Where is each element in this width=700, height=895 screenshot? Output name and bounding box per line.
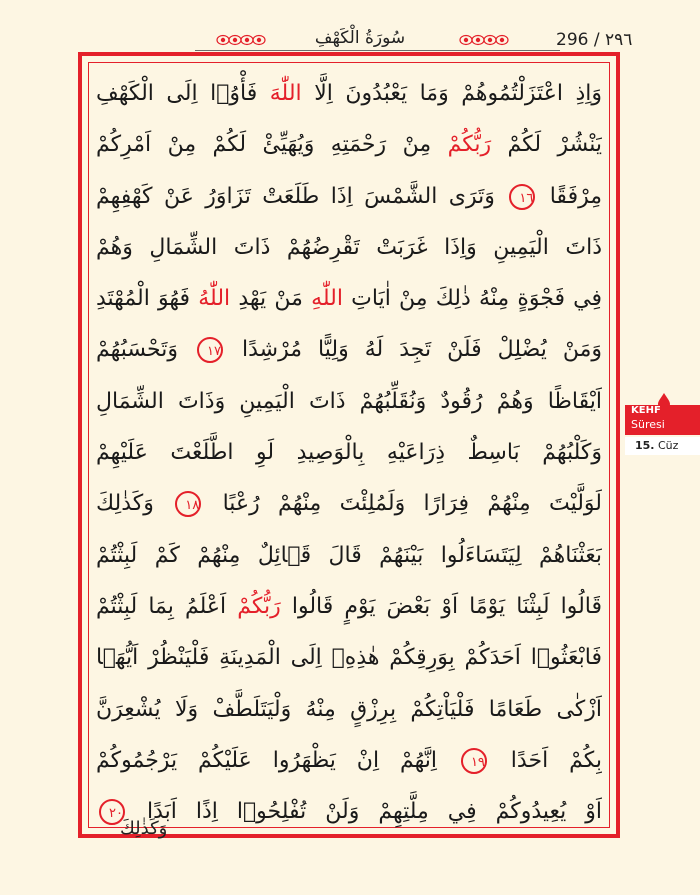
divine-name-text: رَبُّكُمْ	[447, 132, 492, 158]
divine-name-text: اللّٰهُ	[198, 286, 231, 312]
verse-text: اَيْقَاظًا وَهُمْ رُقُودٌ وَنُقَلِّبُهُمْ ذَاتَ الْيَمِينِ وَذَاتَ الشِّمَالِ	[96, 388, 602, 414]
verse-text: قَالُوا لَبِثْنَا يَوْمًا اَوْ بَعْضَ يَوْمٍ قَالُوا	[280, 593, 602, 619]
verse-text-block	[96, 68, 602, 826]
verse-text: لَوَلَّيْتَ مِنْهُمْ فِرَارًا وَلَمُلِئْتَ مِنْهُمْ رُعْبًا	[204, 491, 602, 517]
verse-text: ذَاتَ الْيَمِينِ وَاِذَا غَرَبَتْ تَقْرِضُهُمْ ذَاتَ الشِّمَالِ وَهُمْ	[96, 234, 602, 260]
verse-line	[96, 632, 602, 683]
verse-text: مِنْ رَحْمَتِهِ وَيُهَيِّئْ لَكُمْ مِنْ اَمْرِكُمْ	[96, 132, 448, 158]
ayah-number-marker: ١٦	[509, 184, 535, 210]
verse-text: وَكَلْبُهُمْ بَاسِطٌ ذِرَاعَيْهِ بِالْوَصِيدِ لَوِ اطَّلَعْتَ عَلَيْهِمْ	[96, 440, 602, 466]
verse-line	[96, 530, 602, 581]
surah-title: سُورَةُ الْكَهْفِ	[314, 28, 406, 48]
verse-line	[96, 222, 602, 273]
divine-name-text: رَبُّكُمْ	[237, 593, 281, 619]
verse-text: فَابْعَثُوۤا اَحَدَكُمْ بِوَرِقِكُمْ هٰذِهِۤ اِلَى الْمَدِينَةِ فَلْيَنْظُرْ اَيُّهَۤا	[96, 645, 602, 671]
ayah-number-marker: ١٨	[175, 491, 201, 517]
divine-name-text: اللّٰهَ	[269, 81, 302, 106]
verse-line	[96, 684, 602, 735]
juz-label	[625, 437, 700, 455]
verse-text: وَتَحْسَبُهُمْ	[96, 337, 195, 363]
surah-juz-tab	[625, 393, 700, 458]
surah-name: KEHF	[631, 405, 661, 416]
verse-text: اَعْلَمُ بِمَا لَبِثْتُمْ	[96, 593, 238, 619]
verse-line	[96, 171, 602, 222]
verse-line	[96, 581, 602, 632]
verse-line	[96, 68, 602, 119]
verse-text: وَاِذِ اعْتَزَلْتُمُوهُمْ وَمَا يَعْبُدُونَ اِلَّا	[301, 81, 602, 106]
ayah-number-marker: ١٩	[461, 748, 487, 774]
verse-line	[96, 273, 602, 324]
verse-line	[96, 427, 602, 478]
verse-text: اَزْكٰى طَعَامًا فَلْيَاْتِكُمْ بِرِزْقٍ مِنْهُ وَلْيَتَلَطَّفْ وَلَا يُشْعِرَنَّ	[96, 696, 602, 722]
verse-text: فَأْوُۤا اِلَى الْكَهْفِ	[96, 81, 270, 106]
page-number: 296 / ٢٩٦	[556, 30, 633, 50]
verse-text: مَنْ يَهْدِ	[230, 286, 312, 312]
verse-text: وَتَرَى الشَّمْسَ اِذَا طَلَعَتْ تَزَاوَرُ عَنْ كَهْفِهِمْ	[96, 183, 507, 209]
verse-text: اَوْ يُعِيدُوكُمْ فِي مِلَّتِهِمْ وَلَنْ تُفْلِحُوۤا اِذًا اَبَدًا	[128, 799, 602, 825]
surah-suffix: Süresi	[631, 418, 665, 431]
verse-text: مِرْفَقًا	[538, 183, 602, 209]
verse-text: وَكَذٰلِكَ	[96, 491, 173, 517]
verse-line	[96, 478, 602, 529]
verse-line	[96, 119, 602, 170]
verse-text: وَمَنْ يُضْلِلْ فَلَنْ تَجِدَ لَهُ وَلِيًّا مُرْشِدًا	[226, 337, 602, 363]
catchword: وَكَذٰلِكَ	[120, 818, 168, 839]
page-frame	[78, 52, 620, 838]
ayah-number-marker: ١٧	[197, 337, 223, 363]
juz-word: Cüz	[658, 439, 679, 452]
verse-text: فِي فَجْوَةٍ مِنْهُ ذٰلِكَ مِنْ اٰيَاتِ	[342, 286, 602, 312]
verse-line	[96, 324, 602, 375]
verse-line	[96, 376, 602, 427]
ayah-number-marker: ٢٠	[99, 799, 125, 825]
header-rule	[195, 50, 560, 51]
verse-line	[96, 786, 602, 837]
verse-text: بَعَثْنَاهُمْ لِيَتَسَاءَلُوا بَيْنَهُمْ قَالَ قَۤائِلٌ مِنْهُمْ كَمْ لَبِثْتُمْ	[96, 542, 602, 568]
verse-text: فَهُوَ الْمُهْتَدِ	[96, 286, 199, 312]
verse-text: بِكُمْ اَحَدًا	[489, 747, 602, 773]
verse-text: يَنْشُرْ لَكُمْ	[491, 132, 602, 158]
juz-number: 15.	[635, 439, 655, 452]
divine-name-text: اللّٰهِ	[311, 286, 343, 312]
verse-text: اِنَّهُمْ اِنْ يَظْهَرُوا عَلَيْكُمْ يَرْجُمُوكُمْ	[96, 747, 458, 773]
verse-line	[96, 735, 602, 786]
ornament-left-icon	[215, 33, 267, 47]
ornament-right-icon	[458, 33, 510, 47]
